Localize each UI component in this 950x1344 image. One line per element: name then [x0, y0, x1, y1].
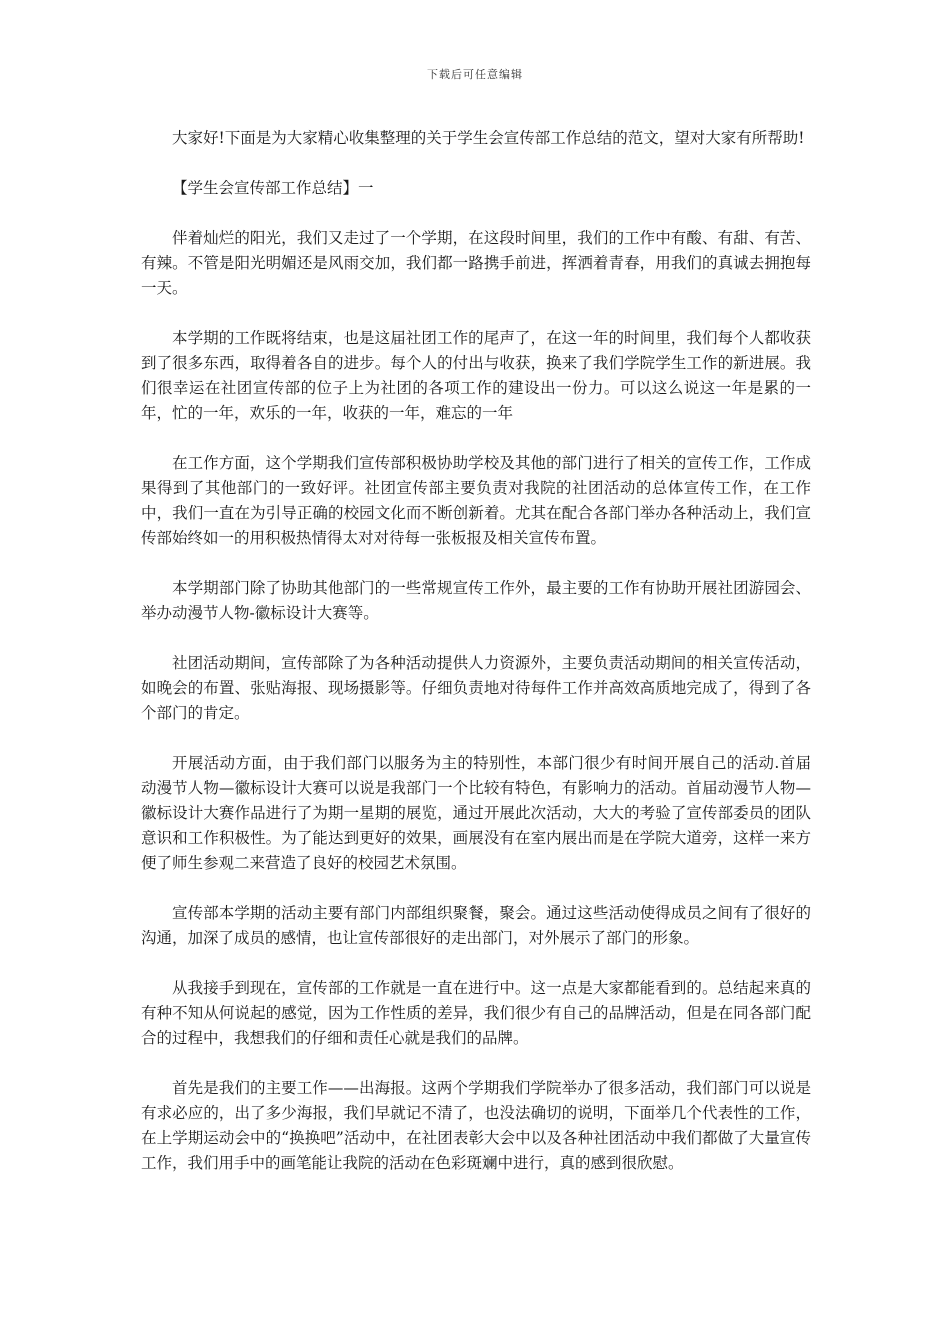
body-paragraph: 本学期的工作既将结束，也是这届社团工作的尾声了，在这一年的时间里，我们每个人都收获到了很多东西，取得着各自的进步。每个人的付出与收获，换来了我们学院学生工作的新进展。我们很幸运在社团宣传部的位子上为社团的各项工作的建设出一份力。可以这么说这一年是累的一年，忙的一年，欢乐的一年，收获的一年，难忘的一年	[141, 329, 811, 422]
body-paragraph: 首先是我们的主要工作——出海报。这两个学期我们学院举办了很多活动，我们部门可以说是有求必应的，出了多少海报，我们早就记不清了，也没法确切的说明，下面举几个代表性的工作，在上学期运动会中的“换换吧”活动中，在社团表彰大会中以及各种社团活动中我们都做了大量宣传工作，我们用手中的画笔能让我院的活动在色彩斑斓中进行，真的感到很欣慰。	[141, 1079, 811, 1172]
body-paragraph: 在工作方面，这个学期我们宣传部积极协助学校及其他的部门进行了相关的宣传工作，工作成果得到了其他部门的一致好评。社团宣传部主要负责对我院的社团活动的总体宣传工作，在工作中，我们一直在为引导正确的校园文化而不断创新着。尤其在配合各部门举办各种活动上，我们宣传部始终如一的用积极热情得太对对待每一张板报及相关宣传布置。	[141, 454, 811, 547]
body-paragraph: 开展活动方面，由于我们部门以服务为主的特别性，本部门很少有时间开展自己的活动.首届动漫节人物—徽标设计大赛可以说是我部门一个比较有特色，有影响力的活动。首届动漫节人物—徽标设计大赛作品进行了为期一星期的展览，通过开展此次活动，大大的考验了宣传部委员的团队意识和工作积极性。为了能达到更好的效果，画展没有在室内展出而是在学院大道旁，这样一来方便了师生参观二来营造了良好的校园艺术氛围。	[141, 754, 811, 872]
intro-paragraph: 大家好!下面是为大家精心收集整理的关于学生会宣传部工作总结的范文，望对大家有所帮助!	[172, 129, 805, 147]
body-paragraph: 社团活动期间，宣传部除了为各种活动提供人力资源外，主要负责活动期间的相关宣传活动，如晚会的布置、张贴海报、现场摄影等。仔细负责地对待每件工作并高效高质地完成了，得到了各个部门的肯定。	[141, 654, 811, 722]
body-paragraph: 本学期部门除了协助其他部门的一些常规宣传工作外，最主要的工作有协助开展社团游园会、举办动漫节人物-徽标设计大赛等。	[141, 579, 811, 622]
body-paragraph: 宣传部本学期的活动主要有部门内部组织聚餐，聚会。通过这些活动使得成员之间有了很好的沟通，加深了成员的感情，也让宣传部很好的走出部门，对外展示了部门的形象。	[141, 904, 811, 947]
section-heading: 【学生会宣传部工作总结】一	[172, 179, 374, 197]
body-paragraph: 从我接手到现在，宣传部的工作就是一直在进行中。这一点是大家都能看到的。总结起来真的有种不知从何说起的感觉，因为工作性质的差异，我们很少有自己的品牌活动，但是在同各部门配合的过程中，我想我们的仔细和责任心就是我们的品牌。	[141, 979, 811, 1047]
body-paragraph: 伴着灿烂的阳光，我们又走过了一个学期，在这段时间里，我们的工作中有酸、有甜、有苦、有辣。不管是阳光明媚还是风雨交加，我们都一路携手前进，挥洒着青春，用我们的真诚去拥抱每一天。	[141, 229, 811, 297]
header-note: 下载后可任意编辑	[427, 68, 523, 81]
document-body	[141, 126, 811, 1201]
